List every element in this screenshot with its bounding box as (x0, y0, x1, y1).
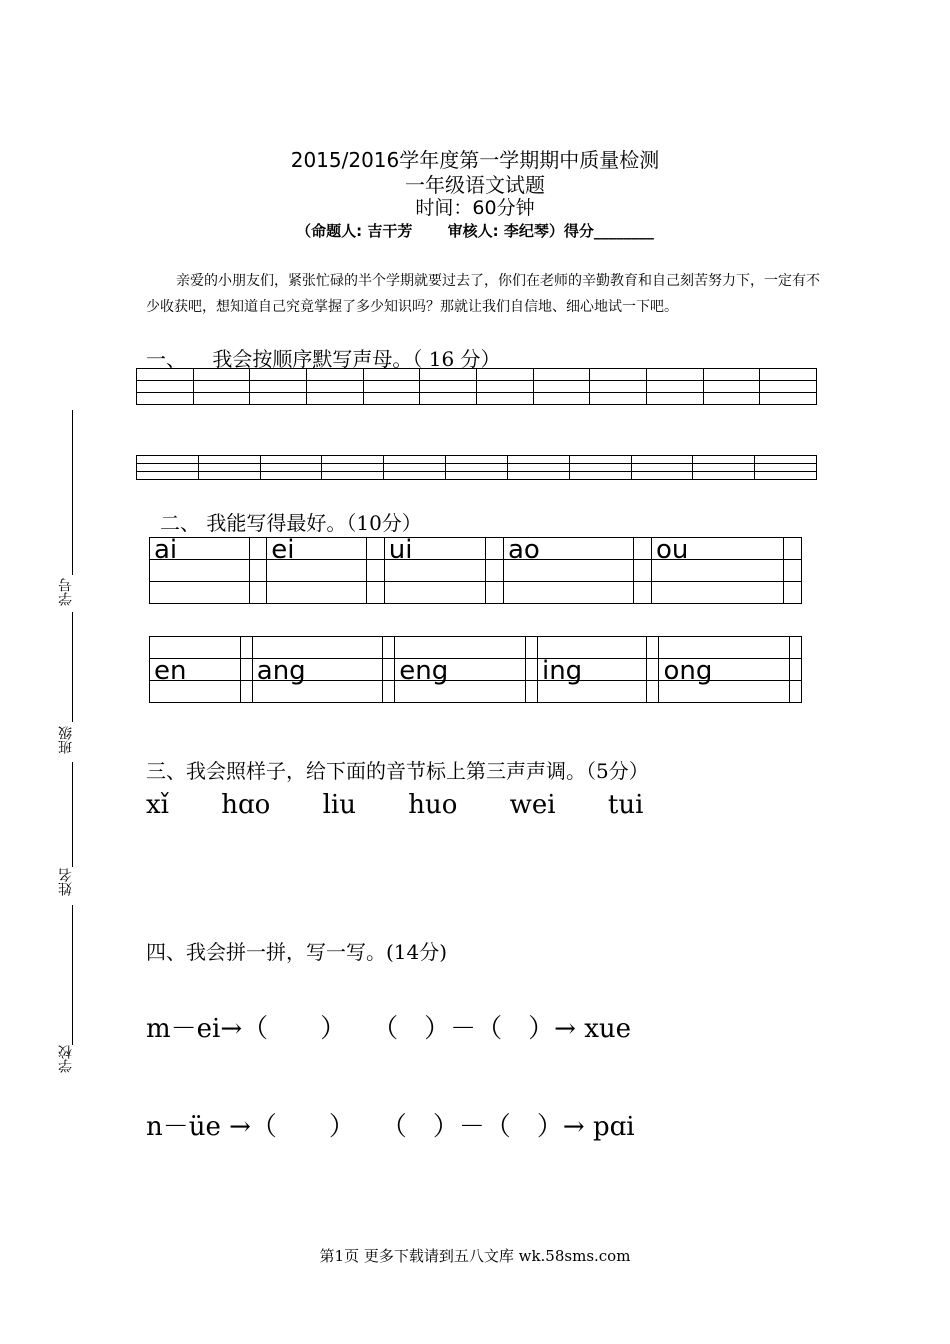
intro-paragraph: 亲爱的小朋友们，紧张忙碌的半个学期就要过去了，你们在老师的辛勤教育和自己刻苦努力下，一定有不少收获吧，想知道自己究竟掌握了多少知识吗？那就让我们自信地、细心地试一下吧。 (146, 273, 820, 315)
class-label: 班级 (58, 726, 74, 754)
pinyin-cell[interactable] (367, 538, 385, 560)
pinyin-cell[interactable] (789, 659, 801, 681)
school-line[interactable] (72, 905, 73, 1045)
number-label: 学号 (58, 578, 74, 606)
syllable: wei (509, 790, 556, 820)
spelling-row-1[interactable]: m－ei→（ ） （ ）－（ ）→ xue (146, 1014, 631, 1044)
pinyin-cell[interactable] (486, 538, 504, 560)
pinyin-cell: ai (150, 538, 250, 560)
section1-heading: 一、 我会按顺序默写声母。（ 16 分） (146, 347, 501, 371)
name-line[interactable] (72, 762, 73, 867)
writing-grid-1[interactable] (136, 368, 817, 405)
spelling-row-2[interactable]: n－üe →（ ） （ ）－（ ）→ pɑi (146, 1112, 635, 1142)
pinyin-grid-2[interactable] (149, 636, 802, 703)
syllable: hɑo (221, 790, 271, 820)
pinyin-cell[interactable] (383, 659, 395, 681)
pinyin-cell[interactable] (249, 538, 267, 560)
pinyin-cell: ing (537, 659, 646, 681)
pinyin-cell: ang (252, 659, 382, 681)
section3-heading: 三、我会照样子，给下面的音节标上第三声声调。（5分） (146, 759, 649, 783)
pinyin-cell: ou (651, 538, 783, 560)
pinyin-cell[interactable] (647, 659, 659, 681)
section2-heading: 二、 我能写得最好。（10分） (160, 511, 422, 535)
name-label: 姓名 (58, 868, 74, 896)
syllable: liu (322, 790, 356, 820)
section4-heading: 四、我会拼一拼，写一写。(14分) (146, 940, 448, 964)
pinyin-cell: ei (267, 538, 367, 560)
exam-subtitle: 一年级语文试题 (405, 173, 545, 197)
pinyin-cell: en (150, 659, 241, 681)
pinyin-cell: ong (659, 659, 789, 681)
exam-title: 2015/2016学年度第一学期期中质量检测 (290, 148, 660, 172)
school-label: 学校 (58, 1045, 74, 1073)
syllable: huo (408, 790, 458, 820)
exam-authors-score: （命题人: 吉干芳 审核人: 李纪琴）得分________ (296, 222, 654, 240)
class-line[interactable] (72, 612, 73, 722)
writing-grid-2[interactable] (136, 455, 817, 480)
page-footer: 第1页 更多下载请到五八文库 wk.58sms.com (319, 1247, 631, 1265)
pinyin-cell[interactable] (240, 659, 252, 681)
pinyin-cell[interactable] (634, 538, 652, 560)
syllable: xǐ (146, 790, 169, 820)
pinyin-cell: eng (395, 659, 526, 681)
pinyin-cell: ui (384, 538, 486, 560)
pinyin-cell[interactable] (525, 659, 537, 681)
syllable: tui (607, 790, 644, 820)
pinyin-cell: ao (503, 538, 633, 560)
number-line[interactable] (72, 410, 73, 575)
pinyin-cell[interactable] (784, 538, 802, 560)
exam-time: 时间：60分钟 (415, 197, 535, 219)
syllable-row (146, 790, 687, 820)
pinyin-grid-1[interactable] (149, 537, 802, 604)
